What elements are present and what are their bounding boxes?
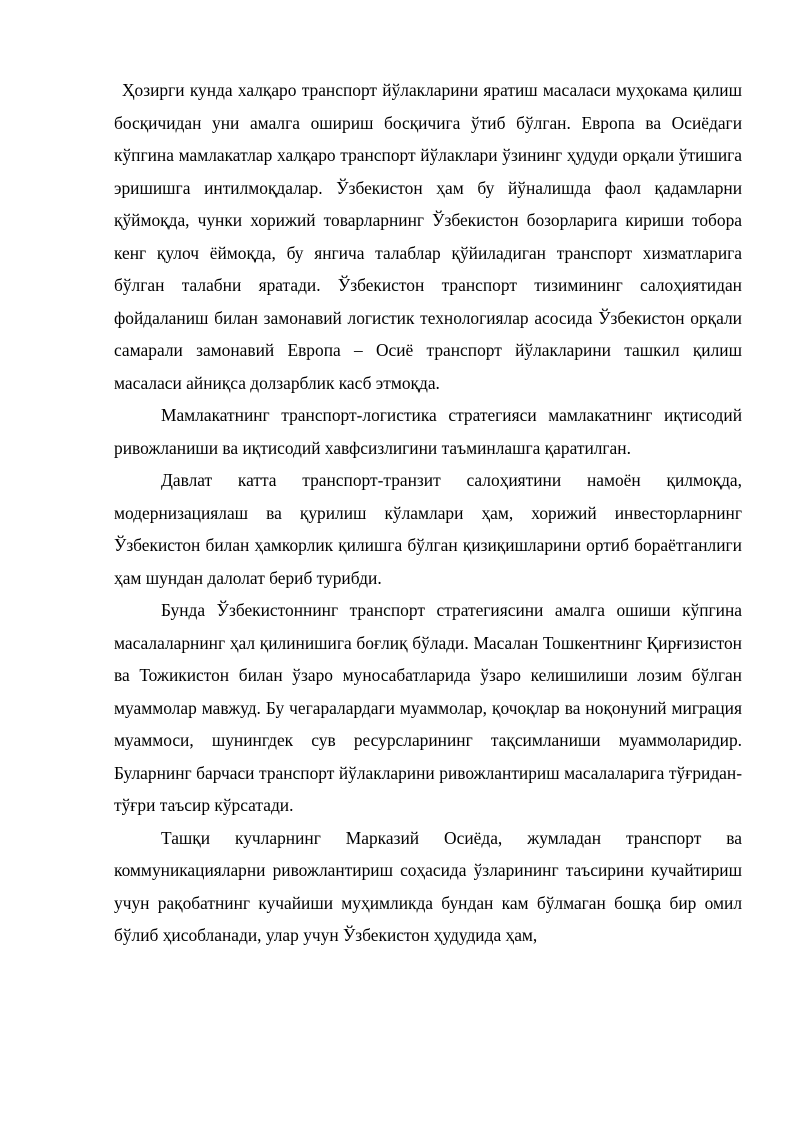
paragraph-2: Мамлакатнинг транспорт-логистика стратегияси мамлакатнинг иқтисодий ривожланиши ва иқтисодий хавфсизлигини таъминлашга қаратилган. xyxy=(114,405,742,458)
document-body xyxy=(114,74,742,952)
paragraph-1: Ҳозирги кунда халқаро транспорт йўлакларини яратиш масаласи муҳокама қилиш босқичидан уни амалга ошириш босқичига ўтиб бўлган. Европа ва Осиёдаги кўпгина мамлакатлар халқаро транспорт йўлаклари ўзининг ҳудуди орқали ўтишига эришишга интилмоқдалар. Ўзбекистон ҳам бу йўналишда фаол қадамларни қўймоқда, чунки хорижий товарларнинг Ўзбекистон бозорларига кириши тобора кенг қулоч ёймоқда, бу янгича талаблар қўйиладиган транспорт хизматларига бўлган талабни яратади. Ўзбекистон транспорт тизимининг салоҳиятидан фойдаланиш билан замонавий логистик технологиялар асосида Ўзбекистон орқали самарали замонавий Европа – Осиё транспорт йўлакларини ташкил қилиш масаласи айниқса долзарблик касб этмоқда. xyxy=(114,80,742,393)
paragraph-4: Бунда Ўзбекистоннинг транспорт стратегиясини амалга ошиши кўпгина масалаларнинг ҳал қилинишига боғлиқ бўлади. Масалан Тошкентнинг Қирғизистон ва Тожикистон билан ўзаро муносабатларида ўзаро келишилиши лозим бўлган муаммолар мавжуд. Бу чегаралардаги муаммолар, қочоқлар ва ноқонуний миграция муаммоси, шунингдек сув ресурсларининг тақсимланиши муаммоларидир. Буларнинг барчаси транспорт йўлакларини ривожлантириш масалаларига тўғридан-тўғри таъсир кўрсатади. xyxy=(114,600,742,815)
paragraph-3: Давлат катта транспорт-транзит салоҳиятини намоён қилмоқда, модернизациялаш ва қурилиш кўламлари ҳам, хорижий инвесторларнинг Ўзбекистон билан ҳамкорлик қилишга бўлган қизиқишларини ортиб бораётганлиги ҳам шундан далолат бериб турибди. xyxy=(114,470,742,588)
paragraph-5: Ташқи кучларнинг Марказий Осиёда, жумладан транспорт ва коммуникацияларни ривожлантириш соҳасида ўзларининг таъсирини кучайтириш учун рақобатнинг кучайиши муҳимликда бундан кам бўлмаган бошқа бир омил бўлиб ҳисобланади, улар учун Ўзбекистон ҳудудида ҳам, xyxy=(114,827,742,945)
